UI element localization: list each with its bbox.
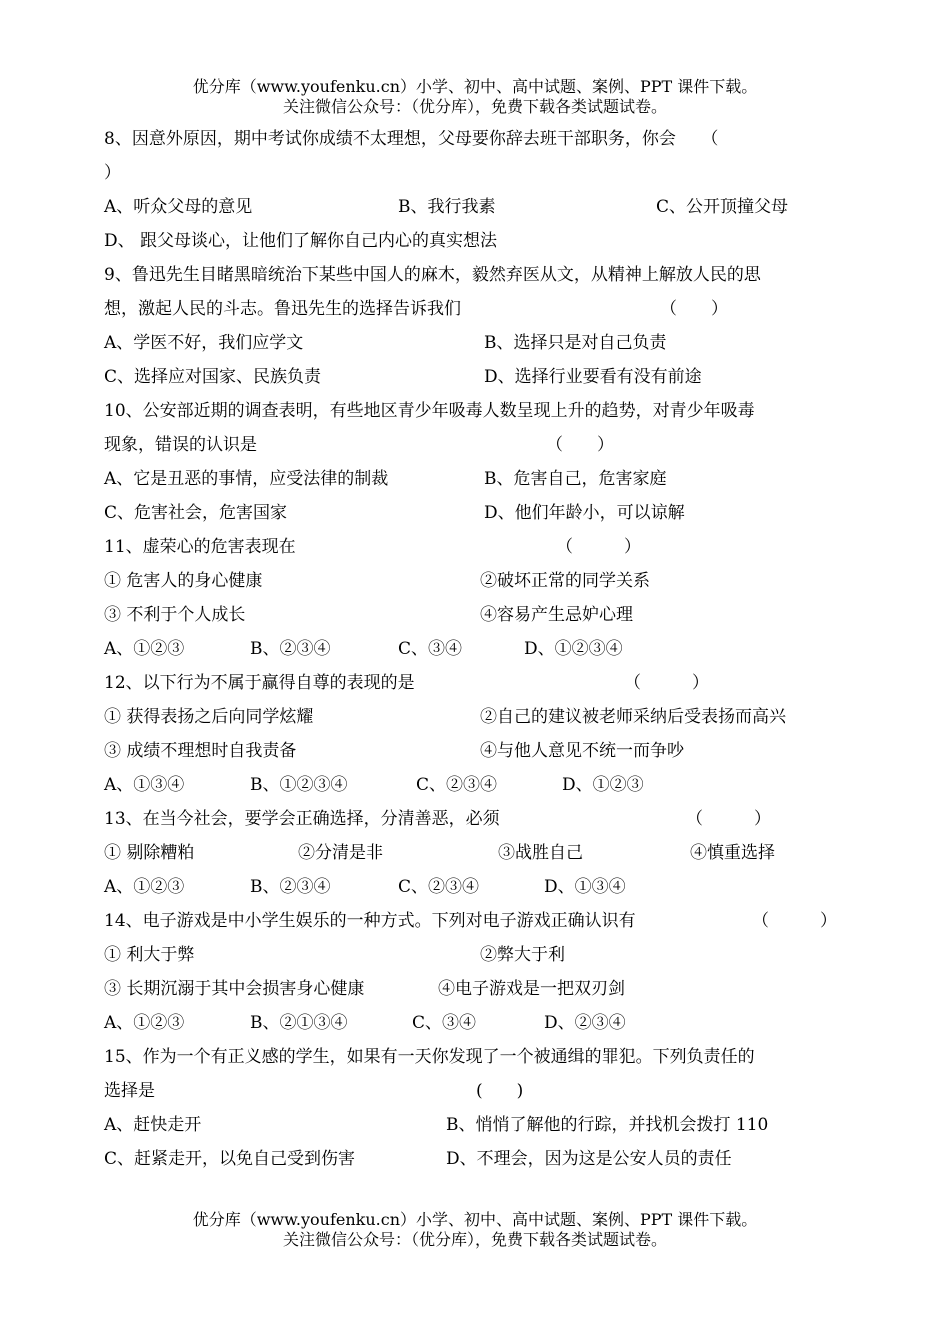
q11-option-a: A、①②③ xyxy=(104,639,185,659)
q8-option-d: D、 跟父母谈心，让他们了解你自己内心的真实想法 xyxy=(104,231,498,251)
q10-answer-paren: （ ） xyxy=(546,435,614,455)
q15-option-c: C、赶紧走开，以免自己受到伤害 xyxy=(104,1149,356,1169)
q8-option-a: A、听众父母的意见 xyxy=(104,197,253,217)
q14-stem: 14、电子游戏是中小学生娱乐的一种方式。下列对电子游戏正确认识有 xyxy=(104,911,636,931)
header-line-2: 关注微信公众号：（优分库），免费下载各类试题试卷。 xyxy=(282,97,667,116)
q9-option-a: A、学医不好，我们应学文 xyxy=(104,333,304,353)
q8-stem: 8、因意外原因，期中考试你成绩不太理想，父母要你辞去班干部职务，你会 （ xyxy=(104,129,719,149)
q12-option-c: C、②③④ xyxy=(416,775,498,795)
q12-stem: 12、以下行为不属于赢得自尊的表现的是 xyxy=(104,673,415,693)
q11-option-c: C、③④ xyxy=(398,639,463,659)
q11-answer-paren: （ ） xyxy=(556,537,641,557)
q11-option-b: B、②③④ xyxy=(250,639,331,659)
q10-option-d: D、他们年龄小，可以谅解 xyxy=(484,503,685,523)
q8-stem-close: ） xyxy=(104,163,121,183)
q14-item-2: ②弊大于利 xyxy=(480,945,565,965)
q15-option-d: D、不理会，因为这是公安人员的责任 xyxy=(446,1149,732,1169)
q14-option-b: B、②①③④ xyxy=(250,1013,348,1033)
q14-item-1: ① 利大于弊 xyxy=(104,945,195,965)
q11-item-1: ① 危害人的身心健康 xyxy=(104,571,263,591)
q9-stem-line-2: 想，激起人民的斗志。鲁迅先生的选择告诉我们 xyxy=(104,299,461,319)
q12-option-a: A、①③④ xyxy=(104,775,185,795)
q8-option-c: C、公开顶撞父母 xyxy=(656,197,789,217)
q13-option-d: D、①③④ xyxy=(544,877,626,897)
q10-stem-line-1: 10、公安部近期的调查表明，有些地区青少年吸毒人数呈现上升的趋势，对青少年吸毒 xyxy=(104,401,755,421)
q12-option-d: D、①②③ xyxy=(562,775,644,795)
q11-option-d: D、①②③④ xyxy=(524,639,623,659)
q12-answer-paren: （ ） xyxy=(624,673,709,693)
q13-stem: 13、在当今社会，要学会正确选择，分清善恶，必须 xyxy=(104,809,500,829)
q10-stem-line-2: 现象，错误的认识是 xyxy=(104,435,257,455)
q15-stem-line-1: 15、作为一个有正义感的学生，如果有一天你发现了一个被通缉的罪犯。下列负责任的 xyxy=(104,1047,755,1067)
q13-option-b: B、②③④ xyxy=(250,877,331,897)
q11-item-4: ④容易产生忌妒心理 xyxy=(480,605,633,625)
q14-item-4: ④电子游戏是一把双刃剑 xyxy=(438,979,625,999)
q14-option-a: A、①②③ xyxy=(104,1013,185,1033)
q14-option-c: C、③④ xyxy=(412,1013,477,1033)
footer-line-1: 优分库（www.youfenku.cn）小学、初中、高中试题、案例、PPT 课件下载。 xyxy=(192,1210,758,1229)
q9-stem-line-1: 9、鲁迅先生目睹黑暗统治下某些中国人的麻木，毅然弃医从文，从精神上解放人民的思 xyxy=(104,265,761,285)
q13-option-c: C、②③④ xyxy=(398,877,480,897)
q13-item-3: ③战胜自己 xyxy=(498,843,583,863)
q9-option-d: D、选择行业要看有没有前途 xyxy=(484,367,702,387)
q15-stem-line-2: 选择是 xyxy=(104,1081,155,1101)
q13-item-2: ②分清是非 xyxy=(298,843,383,863)
q10-option-a: A、它是丑恶的事情，应受法律的制裁 xyxy=(104,469,389,489)
q12-item-2: ②自己的建议被老师采纳后受表扬而高兴 xyxy=(480,707,786,727)
q11-item-3: ③ 不利于个人成长 xyxy=(104,605,246,625)
q12-item-1: ① 获得表扬之后向同学炫耀 xyxy=(104,707,314,727)
footer-line-2: 关注微信公众号：（优分库），免费下载各类试题试卷。 xyxy=(282,1230,667,1249)
q9-option-b: B、选择只是对自己负责 xyxy=(484,333,667,353)
q12-option-b: B、①②③④ xyxy=(250,775,348,795)
q15-option-b: B、悄悄了解他的行踪，并找机会拨打 110 xyxy=(446,1115,769,1135)
q12-item-3: ③ 成绩不理想时自我责备 xyxy=(104,741,297,761)
q8-option-b: B、我行我素 xyxy=(398,197,496,217)
q14-item-3: ③ 长期沉溺于其中会损害身心健康 xyxy=(104,979,365,999)
q11-item-2: ②破坏正常的同学关系 xyxy=(480,571,650,591)
q13-item-1: ① 剔除糟粕 xyxy=(104,843,195,863)
q12-item-4: ④与他人意见不统一而争吵 xyxy=(480,741,684,761)
q10-option-b: B、危害自己，危害家庭 xyxy=(484,469,667,489)
q13-item-4: ④慎重选择 xyxy=(690,843,775,863)
q14-option-d: D、②③④ xyxy=(544,1013,626,1033)
q10-option-c: C、危害社会，危害国家 xyxy=(104,503,288,523)
q13-answer-paren: （ ） xyxy=(686,809,771,829)
q9-answer-paren: （ ） xyxy=(660,299,728,319)
q11-stem: 11、虚荣心的危害表现在 xyxy=(104,537,296,557)
q15-option-a: A、赶快走开 xyxy=(104,1115,202,1135)
q14-answer-paren: （ ） xyxy=(752,911,837,931)
header-line-1: 优分库（www.youfenku.cn）小学、初中、高中试题、案例、PPT 课件下载。 xyxy=(192,77,758,96)
q15-answer-paren: ( ) xyxy=(476,1081,524,1101)
q13-option-a: A、①②③ xyxy=(104,877,185,897)
q9-option-c: C、选择应对国家、民族负责 xyxy=(104,367,322,387)
